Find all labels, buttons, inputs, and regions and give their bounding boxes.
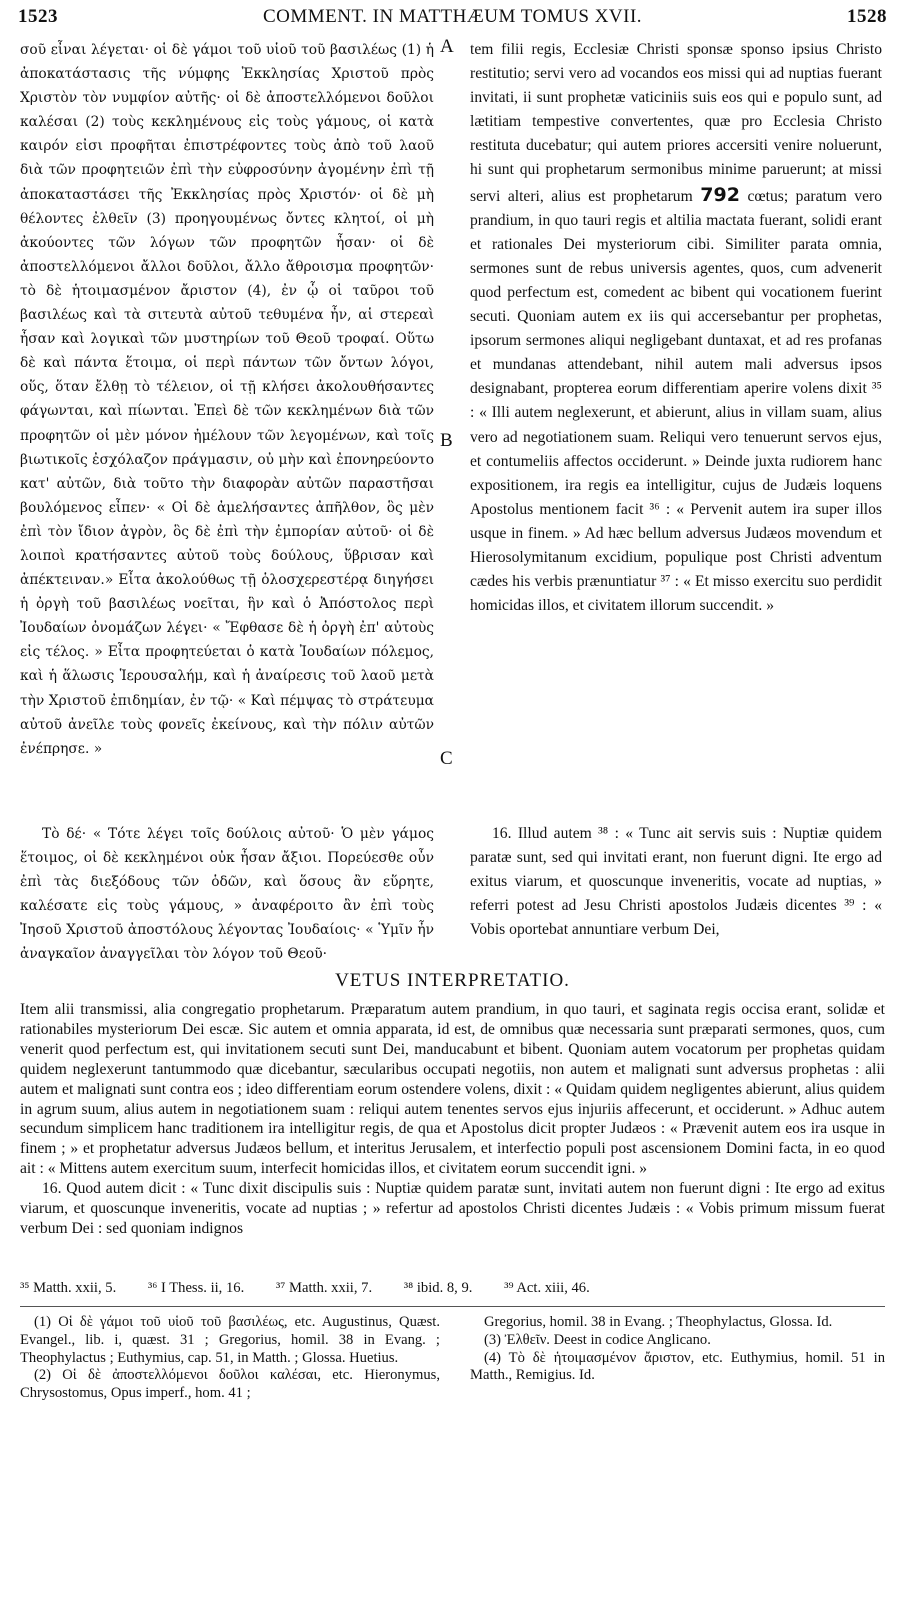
latin-column [470, 38, 882, 618]
greek-paragraph: σοῦ εἶναι λέγεται· οἱ δὲ γάμοι τοῦ υἱοῦ τοῦ βασιλέως (1) ἡ ἀποκατάστασις τῆς νύμφης Ἐκκλησίας Χριστοῦ πρὸς Χριστὸν τὸν νυμφίον αὐτῆς· οἱ δὲ ἀποστελλόμενοι δοῦλοι καλέσαι (2) τοὺς κεκλημένους εἰς τοὺς γάμους, οἱ κατὰ καιρόν εἰσι προφῆται ἐπιστρέφοντες τοὺς ἀπὸ τοῦ λαοῦ διὰ τῶν προφητειῶν ἐπὶ τὴν εὐφροσύνην ἀγομένην ἐπὶ τῇ ἀποκαταστάσει τῆς Ἐκκλησίας πρὸς Χριστόν· οἱ δὲ μὴ θέλοντες ἐλθεῖν (3) προηγουμένως ὄντες κλητοί, οἱ μὴ ἀκούοντες τῶν λόγων τῶν προφητῶν ἦσαν· οἱ δὲ ἀποστελλόμενοι ἄλλοι δοῦλοι, ἄλλο ἄθροισμα προφητῶν· τὸ δὲ ἡτοιμασμένον ἄριστον (4), ἐν ᾧ οἱ ταῦροι τοῦ βασιλέως καὶ τὰ σιτευτὰ αὐτοῦ τεθυμένα ἦν, αἱ στερεαὶ ἦσαν καὶ λογικαὶ τῶν μυστηρίων τοῦ Θεοῦ τροφαί. Οὕτω δὲ καὶ πάντα ἕτοιμα, οἱ περὶ πάντων τῶν ὄντων λόγοι, οὕς, ὅταν ἔλθῃ τὸ τέλειον, οἱ τῇ κλήσει ἀκολουθήσαντες φάγωνται, καὶ πίωνται. Ἐπεὶ δὲ τῶν κεκλημένων διὰ τῶν προφητῶν οἱ μὲν μόνον ἠμέλουν τῶν λεγομένων, καὶ τοῖς βιωτικοῖς ἐσχόλαζον πράγμασιν, οὐ μὴν καὶ ἐπονηρεύοντο κατ' αὐτῶν, διὰ τοῦτο τὴν διαφορὰν αὐτῶν παραστῆσαι βουλόμενος εἶπεν· « Οἱ δὲ ἀμελήσαντες ἀπῆλθον, ὃς μὲν ἐπὶ τὸν ἴδιον ἀγρὸν, ὃς δὲ ἐπὶ τὴν ἐμπορίαν αὐτοῦ· οἱ δὲ λοιποὶ κρατήσαντες αὐτοῦ τοὺς δούλους, ὕβρισαν καὶ ἀπέκτειναν.» Εἶτα ἀκολούθως τῇ ὁλοσχερεστέρᾳ διηγήσει ἡ ὀργὴ τοῦ βασιλέως νοεῖται, ἣν καὶ ὁ Ἀπόστολος περὶ Ἰουδαίων ὀνομάζων λέγει· « Ἔφθασε δὲ ἡ ὀργὴ ἐπ' αὐτοὺς εἰς τέλος. » Εἶτα προφητεύεται ὁ κατὰ Ἰουδαίων πόλεμος, καὶ ἡ ἅλωσις Ἱερουσαλήμ, καὶ ἡ ἀναίρεσις τοῦ λαοῦ μετὰ τὴν Χριστοῦ ἐπιδημίαν, ἐν τῷ· « Καὶ πέμψας τὸ στράτευμα αὐτοῦ ἀνεῖλε τοὺς φονεῖς ἐκείνους, καὶ τὴν πόλιν αὐτῶν ἐνέπρησε. » [20, 42, 434, 757]
latin-text-a: tem filii regis, Ecclesiæ Christi sponsæ sponso ipsius Christo restitutio; servi vero ad vocandos eos missi qui ad nuptias fuerant invitati, ii sunt prophetæ vaticiniis suis eos qui e populo sunt, ad lætitiam tempestive convertentes, quæ pro Ecclesia Christo restituta ducebatur; qui autem priores accersiti venire noluerunt, hi sunt qui prophetarum sermonibus minime paruerunt; at missi servi alteri, alius est prophetarum [470, 41, 882, 205]
running-header [18, 6, 887, 32]
latin-paragraph [470, 38, 882, 618]
running-title: COMMENT. IN MATTHÆUM TOMUS XVII. [262, 6, 643, 27]
footnote: (4) Τὸ δὲ ἡτοιμασμένον ἄριστον, etc. Euthymius, homil. 51 in Matth., Remigius. Id. [470, 1349, 885, 1384]
greek-paragraph-second: Τὸ δέ· « Τότε λέγει τοῖς δούλοις αὐτοῦ· Ὁ μὲν γάμος ἕτοιμος, οἱ δὲ κεκλημένοι οὐκ ἦσαν ἄξιοι. Πορεύεσθε οὖν ἐπὶ τὰς διεξόδους τῶν ὁδῶν, καὶ ὅσους ἂν εὕρητε, καλέσατε εἰς τοὺς γάμους, » ἀναφέροιτο ἂν ἐπὶ τοὺς Ἰησοῦ Χριστοῦ ἀποστόλους λέγοντας Ἰουδαίοις· « Ὑμῖν ἦν ἀναγκαῖον ἀναγγεῖλαι τὸν λόγον τοῦ Θεοῦ· [20, 826, 434, 963]
vetus-heading: VETUS INTERPRETATIO. [335, 970, 570, 991]
vetus-paragraph-2: 16. Quod autem dicit : « Tunc dixit discipulis suis : Nuptiæ quidem paratæ sunt, invitati autem non fuerunt digni : Ite ergo ad exitus viarum, et quoscunque inveneritis, vocate ad nuptias ; » refertur ad apostolos Christi dicentes Judæis : « Vobis primum missum fuerat verbum Dei : sed quoniam indignos [20, 1180, 885, 1237]
latin-column-second [470, 822, 882, 942]
left-page-number: 1523 [18, 6, 58, 27]
reference: ³⁶ I Thess. ii, 16. [147, 1280, 245, 1296]
latin-text-b: cœtus; paratum vero prandium, in quo tauri regis et altilia mactata fuerant, solidi erant et rationales Dei mysteriorum cibi. Similiter parata omnia, sermones sunt de rebus universis agentes, quos, cum advenerit quod perfectum est, comedent ac bibent qui vocationem fuerint secuti. Quoniam autem ex iis qui accersebantur per prophetas, ipsorum sermones aliqui negligebant duntaxat, et ad res profanas et mundanas attendebant, nihil autem mali adversus ipsos designabant, propterea eorum differentiam aperire volens dixit ³⁵ : « Illi autem neglexerunt, et abierunt, alius in villam suam, alius vero ad negotiationem suam. Reliqui vero tenuerunt servos ejus, et contumeliis affectos occiderunt. » Deinde juxta rudiorem hanc expositionem, ira regis ea intelligitur, cujus de Judæis loquens Apostolus mentionem facit ³⁶ : « Pervenit autem ira super illos usque in finem. » Ad hæc bellum adversus Judæos movendum et Hierosolymitanum excidium, populique post Christi adventum cædes his verbis prænuntiatur ³⁷ : « Et misso exercitu suo perdidit homicidas illos, et civitatem illorum succendit. » [470, 187, 882, 615]
footnote: (2) Οἱ δὲ ἀποστελλόμενοι δοῦλοι καλέσαι, etc. Hieronymus, Chrysostomus, Opus imperf., hom. 41 ; [20, 1367, 440, 1402]
reference: ³⁹ Act. xiii, 46. [504, 1280, 590, 1296]
footnotes-right [470, 1314, 885, 1385]
section-marker-c: C [440, 748, 453, 769]
section-marker-b: B [440, 430, 453, 451]
footnote: (1) Οἱ δὲ γάμοι τοῦ υἱοῦ τοῦ βασιλέως, etc. Augustinus, Quæst. Evangel., lib. i, quæst. 31 ; Gregorius, homil. 38 in Evang. ; Theophylactus ; Euthymius, cap. 51, in Matth. ; Glossa. Huetius. [20, 1314, 440, 1366]
reference: ³⁷ Matth. xxii, 7. [275, 1280, 373, 1296]
greek-column-second [20, 822, 434, 967]
footnote: Gregorius, homil. 38 in Evang. ; Theophylactus, Glossa. Id. [484, 1314, 833, 1330]
footnotes-left [20, 1314, 440, 1403]
footnote-divider [20, 1306, 885, 1307]
greek-column [20, 38, 434, 761]
reference: ³⁸ ibid. 8, 9. [403, 1280, 473, 1296]
column-number: 792 [700, 183, 740, 206]
scripture-references [20, 1280, 885, 1297]
right-page-number: 1528 [847, 6, 887, 27]
latin-paragraph-second: 16. Illud autem ³⁸ : « Tunc ait servis suis : Nuptiæ quidem paratæ sunt, sed qui invitati erant, non fuerunt digni. Ite ergo ad exitus viarum, et quoscunque inveneritis, vocate ad nuptias, » referri potest ad Jesu Christi apostolos Judæis dicentes ³⁹ : « Vobis oportebat annuntiare verbum Dei, [470, 825, 882, 939]
reference: ³⁵ Matth. xxii, 5. [20, 1280, 117, 1296]
footnote: (3) Ἐλθεῖν. Deest in codice Anglicano. [484, 1331, 711, 1348]
section-marker-a: A [440, 36, 454, 57]
vetus-paragraph-1: Item alii transmissi, alia congregatio prophetarum. Præparatum autem prandium, in quo tauri, et saginata regis occisa erant, solidæ et rationabiles mysteriorum Dei escæ. Sic autem et omnia apparata, id est, de omnibus quæ necessaria sunt præparati sermones, quos, cum venerit quod perfectum est, qui invitationem secuti sunt Dei, manducabunt et bibent. Quoniam autem vocatorum per prophetas quidam quidem neglexerunt tantummodo quæ dicebantur, sæcularibus occupati negotiis, non autem et malignati sunt adversus prophetas : alii autem et malignati sunt contra eos ; ideo differentiam eorum ostendere volens, dixit : « Quidam quidem negligentes abierunt, alius quidem in agrum suum, alius autem in negotiationem suam : reliqui autem tenentes servos ejus injuriis affecerunt, et occiderunt. » Adhuc autem secundum simplicem hanc traditionem ira intelligitur regis, de qua et Apostolus dicit propter Judæos : « Prævenit autem eos ira usque in finem ; » et prophetatur adversus Judæos bellum, et interitus Jerusalem, et interfectio populi post ascensionem Domini facta, in eo quod ait : « Mittens autem exercitum suum, interfecit homicidas illos, et civitatem eorum succendit igni. » [20, 1001, 885, 1178]
vetus-interpretatio [20, 1000, 885, 1239]
